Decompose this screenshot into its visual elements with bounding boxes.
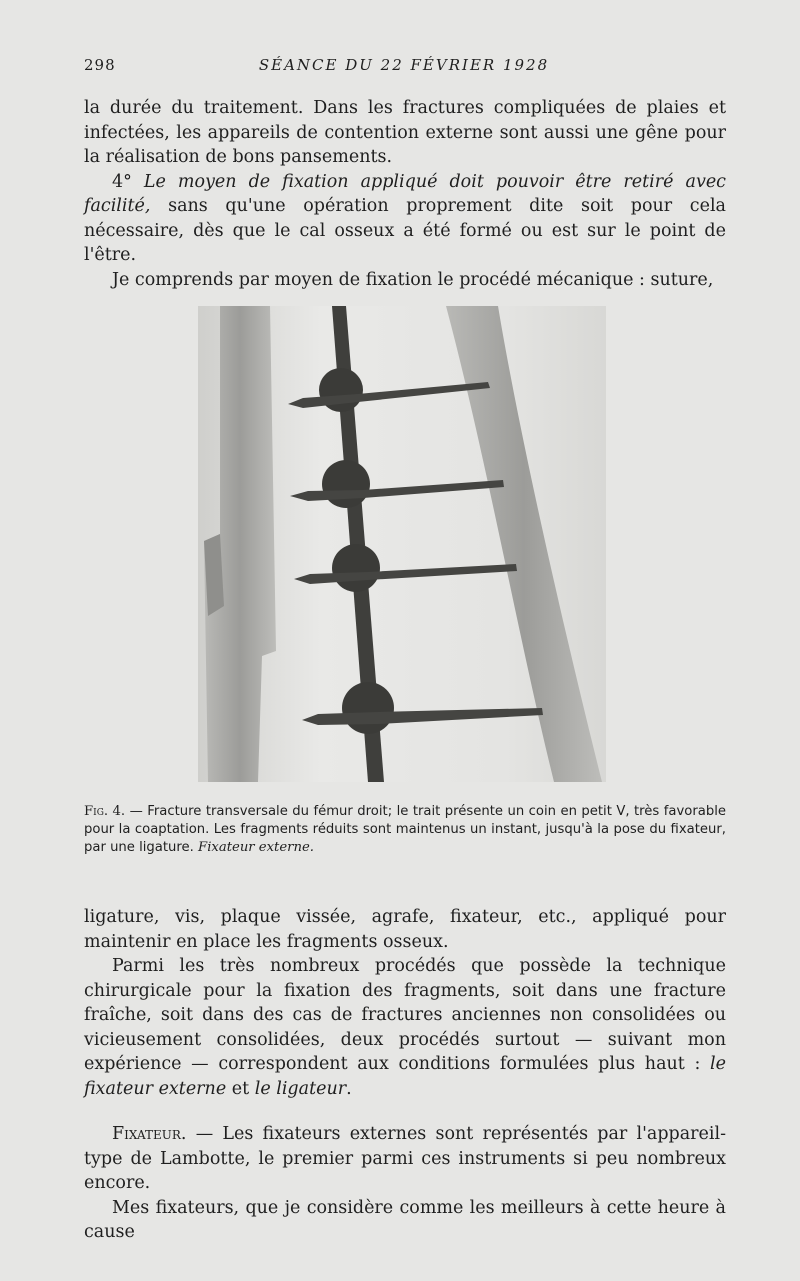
paragraph: la durée du traitement. Dans les fractures compliquées de plaies et infectées, les appareils de contention externe sont aussi une gêne pour la réalisation de bons pansements. [84, 98, 726, 167]
caption-text: — Fracture transversale du fémur droit; le trait présente un coin en petit V, très favorable pour la coaptation. Les fragments réduits sont maintenus un instant, jusqu'à la pose du fixateur, par une ligature. [84, 804, 726, 855]
italic-term-ligateur: le ligateur [254, 1078, 347, 1099]
radiograph-figure [198, 306, 606, 782]
criterion-text: sans qu'une opération proprement dite soit pour cela nécessaire, dès que le cal osseux a été formé ou est sur le point de l'être. [84, 196, 726, 265]
paragraph-text: Parmi les très nombreux procédés que possède la technique chirurgicale pour la fixation des fragments, soit dans une fracture fraîche, soit dans des cas de fractures anciennes non consolidées ou vicieusement consolidées, deux procédés surtout — suivant mon expérience — correspondent aux conditions formulées plus haut : [84, 956, 726, 1074]
paragraph: ligature, vis, plaque vissée, agrafe, fixateur, etc., appliqué pour maintenir en place les fragments osseux. [84, 907, 726, 952]
caption-italic: Fixateur externe. [198, 840, 314, 855]
conjunction: et [231, 1078, 250, 1099]
section-label: Fixateur. [112, 1124, 187, 1144]
body-text-top [84, 96, 726, 292]
italic-term-fixateur: le fixateur externe [84, 1054, 726, 1099]
criterion-number: 4° [112, 171, 132, 192]
criterion-statement: Le moyen de fixation appliqué doit pouvoir être retiré avec facilité, [84, 171, 726, 216]
paragraph-fixateur [84, 1122, 726, 1196]
paragraph-criterion-4 [84, 170, 726, 268]
body-text-end [84, 1122, 726, 1245]
xray-image [198, 306, 606, 782]
paragraph: Mes fixateurs, que je considère comme les meilleurs à cette heure à cause [84, 1197, 726, 1242]
figure-caption [84, 803, 726, 857]
running-title: SÉANCE DU 22 FÉVRIER 1928 [258, 56, 550, 74]
figure-label: Fig. 4. [84, 804, 126, 819]
running-header [84, 56, 724, 80]
paragraph-procedures [84, 954, 726, 1101]
period: . [346, 1078, 352, 1099]
paragraph-text: — Les fixateurs externes sont représentés par l'appareil-type de Lambotte, le premier parmi ces instruments si peu nombreux encore. [84, 1124, 726, 1193]
body-text-bottom [84, 905, 726, 1101]
paragraph: Je comprends par moyen de fixation le procédé mécanique : suture, [112, 269, 714, 290]
page-number: 298 [84, 56, 116, 74]
